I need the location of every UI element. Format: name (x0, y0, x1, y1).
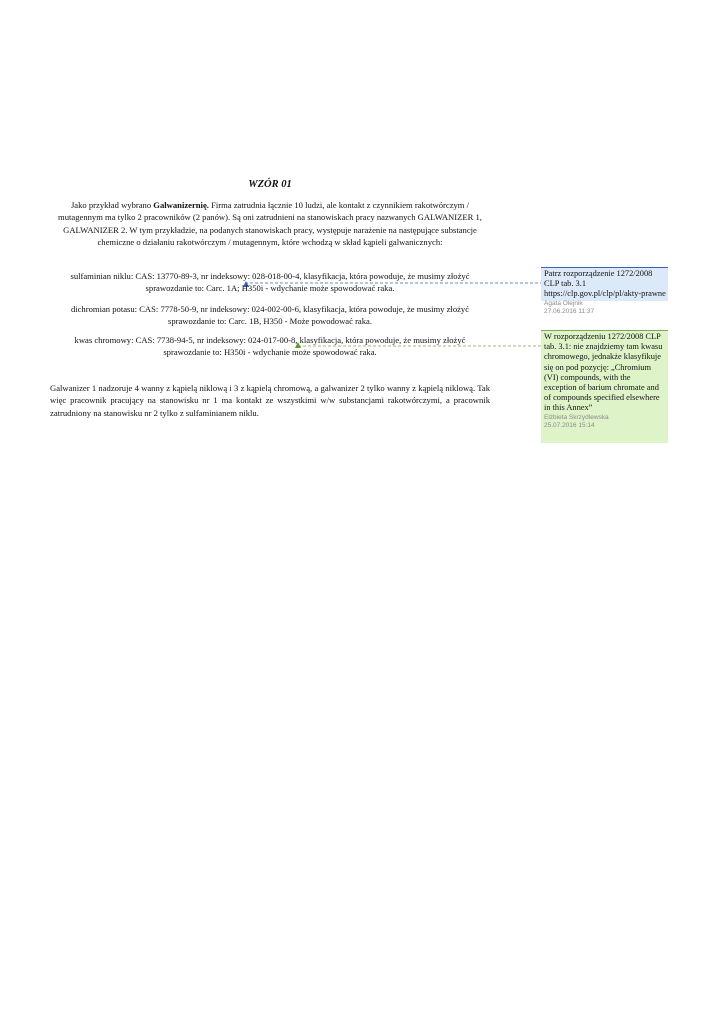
comment-author: Elżbieta Skrzydlewska (544, 413, 609, 421)
comment-balloon[interactable] (541, 330, 668, 443)
comment-balloon[interactable] (541, 267, 668, 316)
intro-prefix: Jako przykład wybrano (70, 200, 154, 210)
comment-text: Patrz rozporządzenie 1272/2008 CLP tab. 3.1 (544, 269, 653, 289)
intro-paragraph (50, 199, 490, 249)
comment-date: 27.06.2016 11:37 (544, 308, 595, 316)
document-title: WZÓR 01 (248, 179, 292, 190)
comment-text: W rozporządzeniu 1272/2008 CLP tab. 3.1: nie znajdziemy tam kwasu chromowego, jednakże klasyfikuje się on pod pozycję: „Chromium (VI) compounds, with the exception of barium chromate and of compounds specified elsewhere in this Annex” (544, 332, 663, 413)
substance-item: kwas chromowy: CAS: 7738-94-5, nr indeksowy: 024-017-00-8, klasyfikacja, która powoduje, że musimy złożyć sprawozdanie to: H350i - wdychanie może spowodować raka. (74, 335, 466, 358)
substance-item: sulfaminian niklu: CAS: 13770-89-3, nr indeksowy: 028-018-00-4, klasyfikacja, która powoduje, że musimy złożyć sprawozdanie to: Carc. 1A; H350i - wdychanie może spowodować raka. (70, 271, 470, 294)
substance-item: dichromian potasu: CAS: 7778-50-9, nr indeksowy: 024-002-00-6, klasyfikacja, która powoduje, że musimy złożyć sprawozdanie to: Carc. 1B, H350 - Może powodować raka. (70, 304, 470, 327)
company-name: Galwanizernię. (153, 200, 209, 210)
comment-date: 25.07.2016 15:14 (544, 422, 595, 430)
comment-link[interactable]: https://clp.gov.pl/clp/pl/akty-prawne (544, 289, 666, 299)
intro-rest: Firma zatrudnia łącznie 10 ludzi, ale kontakt z czynnikiem rakotwórczym / mutagennym ma tylko 2 pracowników (2 panów). Są oni zatrudnieni na stanowiskach pracy nazwanych GALWANIZER 1, GALWANIZER 2. W tym przykładzie, na podanych stanowiskach pracy, występuje narażenie na następujące substancje chemiczne o działaniu rakotwórczym / mutagennym, które wchodzą w skład kąpieli galwanicznych: (58, 200, 482, 248)
comment-author: Agata Olejnik (544, 299, 583, 307)
summary-paragraph: Galwanizer 1 nadzoruje 4 wanny z kąpielą niklową i 3 z kąpielą chromową, a galwanizer 2 tylko wanny z kąpielą niklową. Tak więc pracownik pracujący na stanowisku nr 1 ma kontakt ze wszystkimi w/w substancjami rakotwórczymi, a pracownik zatrudniony na stanowisku nr 2 tylko z sulfaminianem niklu. (50, 383, 490, 418)
